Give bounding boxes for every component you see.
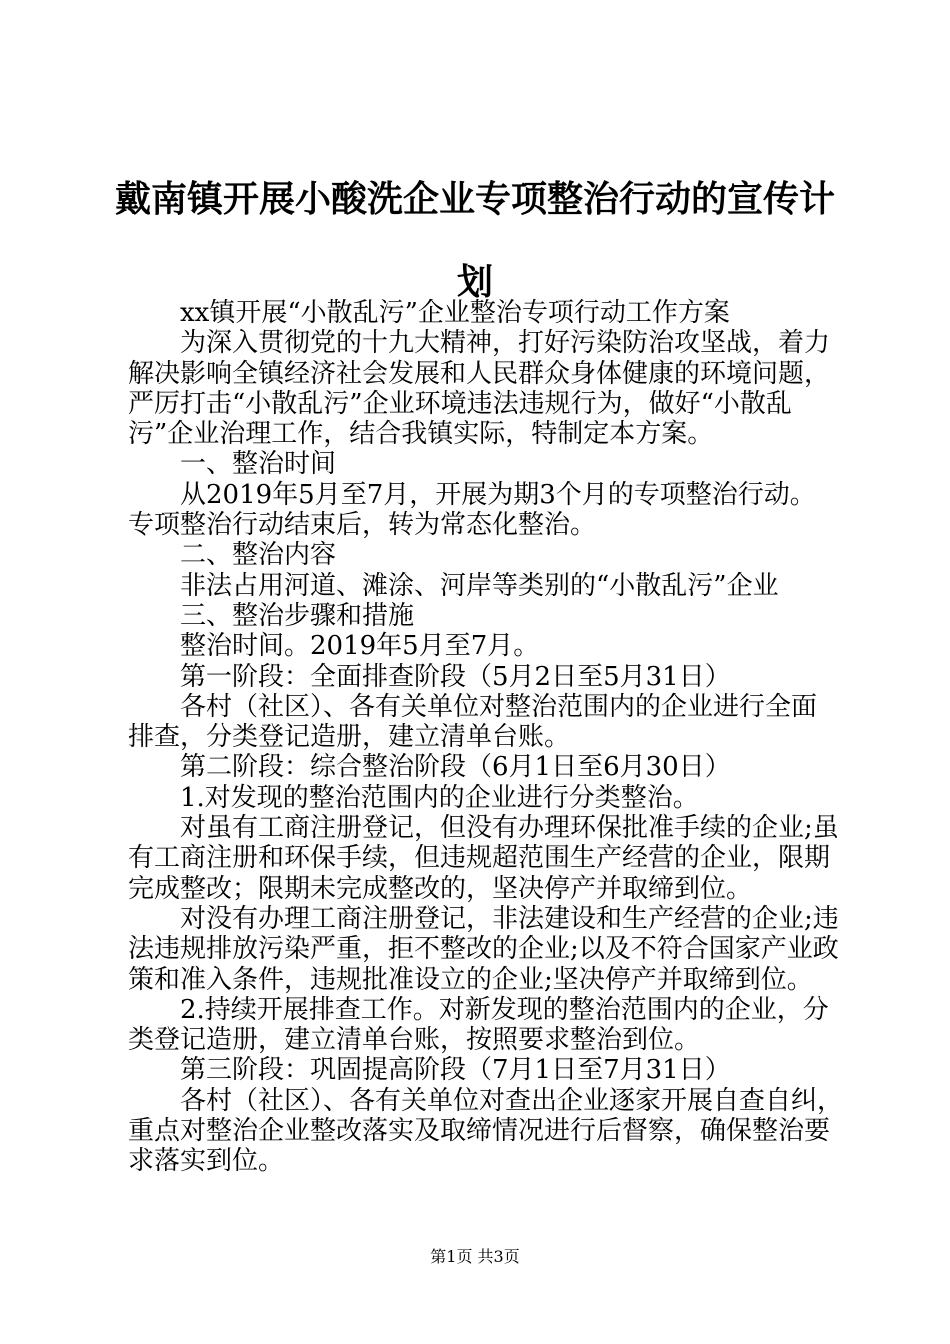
paragraph [128,752,838,782]
paragraph [128,298,838,328]
paragraph-line: 求落实到位。 [128,1146,285,1177]
paragraph-line: 污”企业治理工作，结合我镇实际，特制定本方案。 [128,419,714,450]
paragraph-line: 各村（社区）、各有关单位对查出企业逐家开展自查自纠， [180,1085,844,1116]
paragraph-line: 各村（社区）、各有关单位对整治范围内的企业进行全面 [180,691,818,722]
paragraph-line: 重点对整治企业整改落实及取缔情况进行后督察，确保整治要 [128,1116,831,1147]
paragraph [128,540,838,570]
paragraph-line: 整治时间。2019年5月至7月。 [180,631,540,662]
paragraph [128,904,838,995]
page-footer: 第1页 共3页 [430,1247,520,1266]
paragraph [128,449,838,479]
paragraph-line: 从2019年5月至7月，开展为期3个月的专项整治行动。 [180,479,816,510]
paragraph [128,692,838,753]
paragraph-line: 第一阶段：全面排查阶段（5月2日至5月31日） [180,661,731,692]
paragraph-line: 第二阶段：综合整治阶段（6月1日至6月30日） [180,752,731,783]
paragraph [128,328,838,449]
paragraph [128,662,838,692]
paragraph-line: 严厉打击“小散乱污”企业环境违法违规行为，做好“小散乱 [128,388,792,419]
paragraph [128,1055,838,1085]
paragraph [128,631,838,661]
paragraph-line: 非法占用河道、滩涂、河岸等类别的“小散乱污”企业 [180,570,779,601]
paragraph-line: 排查，分类登记造册，建立清单台账。 [128,722,571,753]
paragraph-line: 2.持续开展排查工作。对新发现的整治范围内的企业，分 [180,994,829,1025]
paragraph-line: 有工商注册和环保手续，但违规超范围生产经营的企业，限期 [128,843,831,874]
paragraph-line: 完成整改；限期未完成整改的，坚决停产并取缔到位。 [128,873,753,904]
paragraph [128,601,838,631]
paragraph-line: 对没有办理工商注册登记，非法建设和生产经营的企业;违 [180,903,839,934]
paragraph-line: 解决影响全镇经济社会发展和人民群众身体健康的环境问题， [128,358,831,389]
paragraph-line: 第三阶段：巩固提高阶段（7月1日至7月31日） [180,1055,731,1086]
paragraph [128,995,838,1056]
paragraph-line: 三、整治步骤和措施 [180,600,415,631]
paragraph [128,480,838,541]
paragraph-line: 法违规排放污染严重，拒不整改的企业;以及不符合国家产业政 [128,934,839,965]
paragraph-line: 为深入贯彻党的十九大精神，打好污染防治攻坚战，着力 [180,328,831,359]
paragraph-line: 1.对发现的整治范围内的企业进行分类整治。 [180,782,699,813]
paragraph-line: 一、整治时间 [180,449,337,480]
document-body [128,298,844,1177]
paragraph-line: 二、整治内容 [180,540,337,571]
paragraph-line: 对虽有工商注册登记，但没有办理环保批准手续的企业;虽 [180,813,839,844]
title-line: 划 [456,261,493,303]
paragraph-line: 策和准入条件，违规批准设立的企业;坚决停产并取缔到位。 [128,964,813,995]
paragraph [128,813,838,904]
paragraph-line: 类登记造册，建立清单台账，按照要求整治到位。 [128,1025,701,1056]
paragraph [128,1085,844,1177]
title-line: 戴南镇开展小酸洗企业专项整治行动的宣传计 [114,178,835,220]
paragraph-line: xx镇开展“小散乱污”企业整治专项行动工作方案 [180,298,730,328]
paragraph [128,571,838,601]
paragraph [128,783,838,813]
paragraph-line: 专项整治行动结束后，转为常态化整治。 [128,510,597,541]
